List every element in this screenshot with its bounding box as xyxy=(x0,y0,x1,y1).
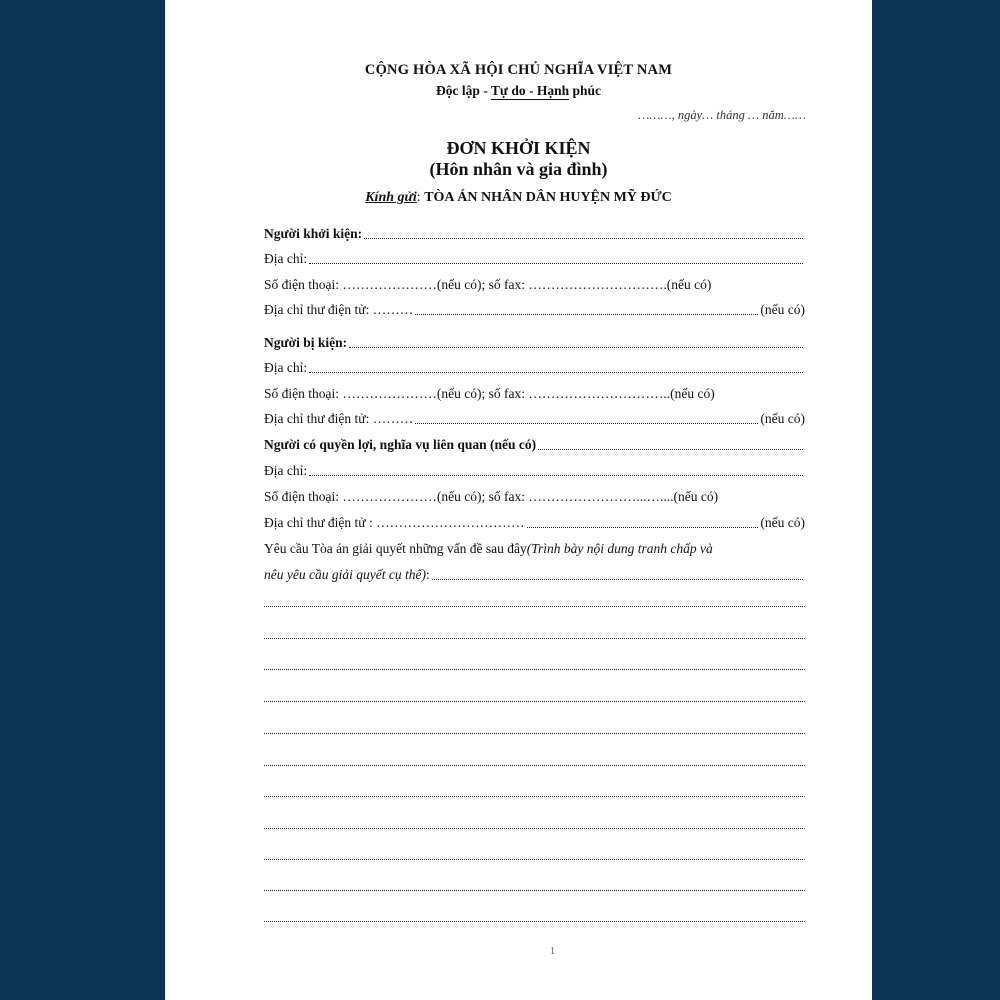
plaintiff-email-row xyxy=(264,300,805,318)
country-heading: CỘNG HÒA XÃ HỘI CHỦ NGHĨA VIỆT NAM xyxy=(364,62,673,78)
related-address-row xyxy=(264,461,805,479)
answer-line xyxy=(264,859,805,860)
motto-part-2: Tự do - Hạnh xyxy=(490,83,570,98)
document-title: ĐƠN KHỞI KIỆN xyxy=(446,138,591,158)
related-email-fill xyxy=(527,526,759,528)
request-row xyxy=(264,539,809,557)
related-email-label: Địa chỉ thư điện tử : …………………………… xyxy=(264,515,525,530)
defendant-email-label: Địa chỉ thư điện tử: ……… xyxy=(264,411,414,426)
plaintiff-fill xyxy=(364,237,803,239)
defendant-phone: Số điện thoại: …………………(nếu có); số fax: …………………………..(nếu có) xyxy=(264,386,715,401)
answer-line xyxy=(264,606,805,607)
defendant-email-suffix: (nếu có) xyxy=(760,411,805,426)
defendant-fill xyxy=(349,346,803,348)
related-party-label: Người có quyền lợi, nghĩa vụ liên quan (nếu có) xyxy=(264,437,537,452)
related-address-fill xyxy=(309,474,803,476)
defendant-address-label: Địa chỉ: xyxy=(264,360,308,375)
answer-line xyxy=(264,890,805,891)
plaintiff-phone-row xyxy=(264,275,805,293)
request-text: Yêu cầu Tòa án giải quyết những vấn đề sau đây xyxy=(264,541,527,556)
defendant-row xyxy=(264,333,805,351)
answer-line xyxy=(264,638,805,639)
related-email-row xyxy=(264,513,805,531)
plaintiff-label: Người khởi kiện: xyxy=(264,226,363,241)
request-italic-2: nêu yêu cầu giải quyết cụ thể) xyxy=(264,567,426,582)
page-number: 1 xyxy=(549,945,556,957)
related-phone: Số điện thoại: …………………(nếu có); số fax: ……………………...…....(nếu có) xyxy=(264,489,719,504)
recipient-colon: : xyxy=(416,190,421,205)
answer-line xyxy=(264,669,805,670)
plaintiff-phone: Số điện thoại: …………………(nếu có); số fax: ………………………….(nếu có) xyxy=(264,277,712,292)
answer-line xyxy=(264,796,805,797)
request-row-2 xyxy=(264,565,805,583)
plaintiff-address-label: Địa chỉ: xyxy=(264,251,308,266)
defendant-label: Người bị kiện: xyxy=(264,335,348,350)
plaintiff-email-fill xyxy=(415,313,758,315)
related-email-suffix: (nếu có) xyxy=(760,515,805,530)
answer-line xyxy=(264,921,805,922)
document-page xyxy=(165,0,872,1000)
defendant-address-fill xyxy=(309,371,803,373)
related-address-label: Địa chỉ: xyxy=(264,463,308,478)
answer-line xyxy=(264,701,805,702)
defendant-phone-row xyxy=(264,384,805,402)
related-party-fill xyxy=(538,448,803,450)
plaintiff-row xyxy=(264,224,805,242)
motto-part-1: Độc lập - xyxy=(435,83,491,98)
plaintiff-address-fill xyxy=(309,262,803,264)
answer-line xyxy=(264,765,805,766)
plaintiff-email-suffix: (nếu có) xyxy=(760,302,805,317)
plaintiff-email-label: Địa chỉ thư điện tử: ……… xyxy=(264,302,414,317)
answer-line xyxy=(264,828,805,829)
defendant-email-fill xyxy=(415,422,758,424)
plaintiff-address-row xyxy=(264,249,805,267)
request-italic-1: (Trình bày nội dung tranh chấp và xyxy=(526,541,713,556)
motto-part-3: phúc xyxy=(569,83,602,98)
defendant-address-row xyxy=(264,358,805,376)
related-party-row xyxy=(264,435,805,453)
related-phone-row xyxy=(264,487,805,505)
motto xyxy=(165,83,872,99)
request-fill xyxy=(432,578,803,580)
document-subtitle: (Hôn nhân và gia đình) xyxy=(429,159,608,179)
recipient-value: TÒA ÁN NHÂN DÂN HUYỆN MỸ ĐỨC xyxy=(424,190,672,205)
date-line: ………, ngày… tháng … năm…… xyxy=(638,108,806,122)
request-colon: : xyxy=(425,567,430,582)
recipient-label: Kính gửi xyxy=(365,190,417,205)
answer-line xyxy=(264,733,805,734)
defendant-email-row xyxy=(264,409,805,427)
recipient-line xyxy=(165,190,872,206)
